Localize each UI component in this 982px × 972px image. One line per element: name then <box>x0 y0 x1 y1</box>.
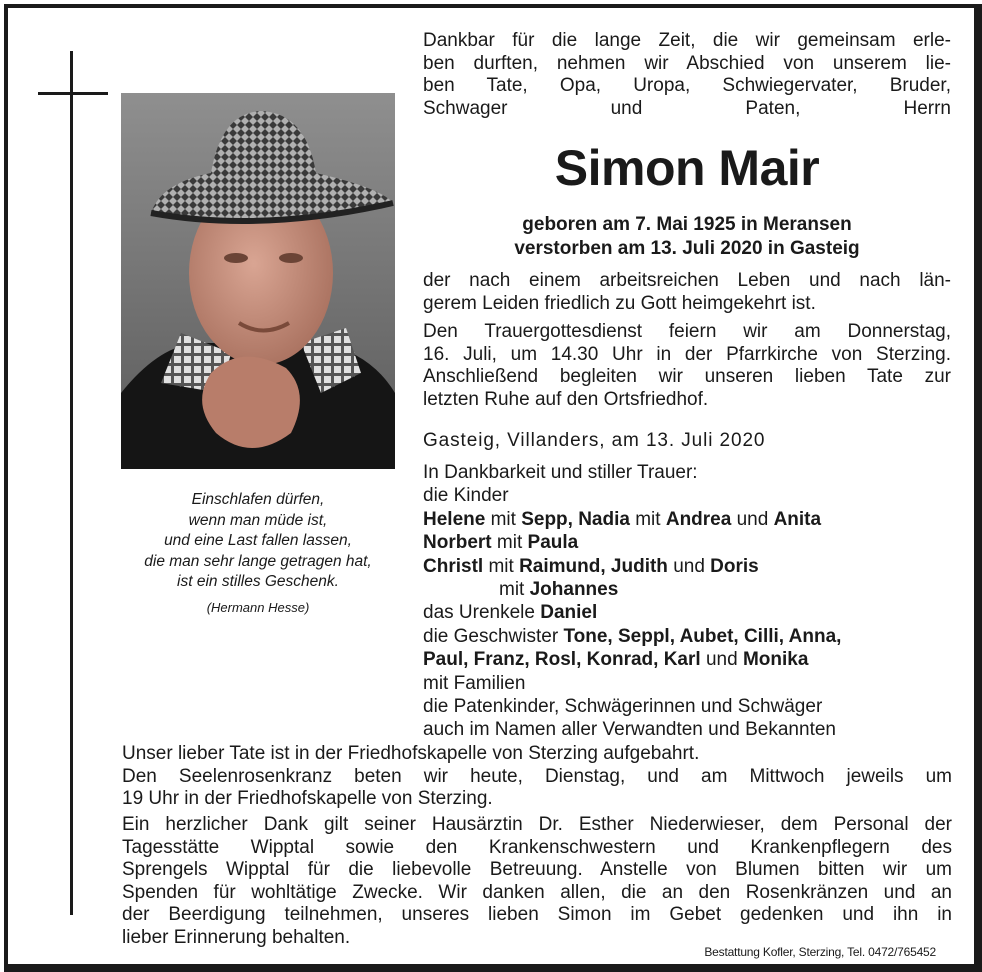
cross-icon-bar <box>38 92 108 95</box>
service-line: letzten Ruhe auf den Ortsfriedhof. <box>423 388 709 410</box>
birth-date: geboren am 7. Mai 1925 in Meransen <box>522 214 852 235</box>
children-row-1 <box>423 508 951 531</box>
siblings-names-1: Tone, Seppl, Aubet, Cilli, Anna, <box>563 625 842 647</box>
name-christl: Christl <box>423 555 484 577</box>
name-helene: Helene <box>423 508 486 530</box>
text-mit: mit <box>490 508 516 530</box>
laid-out-line: Unser lieber Tate ist in der Friedhofskapelle von Sterzing aufgebahrt. <box>122 743 700 764</box>
great-grandchild-label: das Urenkele <box>423 602 535 624</box>
laid-out-line: Den Seelenrosenkranz beten wir heute, Dienstag, und am Mittwoch jeweils um <box>122 765 952 787</box>
life-line: der nach einem arbeitsreichen Leben und nach län- <box>423 270 951 291</box>
poem-author: (Hermann Hesse) <box>206 600 310 615</box>
name-anita: Anita <box>773 508 822 530</box>
name-doris: Doris <box>710 555 759 577</box>
with-families: mit Familien <box>423 672 526 694</box>
name-sepp-nadia: Sepp, Nadia <box>521 508 630 530</box>
portrait-photo <box>121 93 395 469</box>
poem-line: ist ein stilles Geschenk. <box>177 573 339 590</box>
name-norbert: Norbert <box>423 532 492 554</box>
great-grandchild-row <box>423 601 951 624</box>
thanks-line: der Beerdigung teilnehmen, unseres lieben Simon im Gebet gedenken und ihn in <box>122 904 952 925</box>
siblings-row-1 <box>423 625 951 648</box>
poem-line: wenn man müde ist, <box>188 511 328 529</box>
life-text <box>423 270 951 315</box>
mourners-list <box>423 461 951 742</box>
intro-line: ben durften, nehmen wir Abschied von unserem lie- <box>423 52 951 74</box>
thanks-line: Spenden für wohltätige Zwecke. Wir danken allen, die an den Rosenkränzen und an <box>122 881 952 903</box>
funeral-home-footer: Bestattung Kofler, Sterzing, Tel. 0472/765452 <box>704 945 936 959</box>
name-daniel: Daniel <box>540 602 598 624</box>
text-und: und <box>673 555 705 577</box>
name-andrea: Andrea <box>665 508 732 530</box>
thanks-line: Sprengels Wipptal für die liebevolle Betreuung. Anstelle von Blumen bitten wir um <box>122 859 952 880</box>
cross-icon <box>70 51 73 915</box>
name-monika: Monika <box>742 649 809 671</box>
intro-line: ben Tate, Opa, Uropa, Schwiegervater, Bruder, <box>423 75 951 96</box>
poem <box>113 490 403 593</box>
thanks-text <box>122 814 952 949</box>
relatives-row: auch im Namen aller Verwandten und Bekannten <box>423 719 836 741</box>
children-row-2 <box>423 531 951 554</box>
intro-text <box>423 30 951 120</box>
children-row-4 <box>423 578 951 601</box>
poem-line: die man sehr lange getragen hat, <box>144 552 372 570</box>
service-line: 16. Juli, um 14.30 Uhr in der Pfarrkirche von Sterzing. <box>423 343 951 365</box>
children-label: die Kinder <box>423 485 509 507</box>
deceased-name: Simon Mair <box>554 140 820 196</box>
name-paula: Paula <box>527 532 579 554</box>
siblings-names-2: Paul, Franz, Rosl, Konrad, Karl <box>423 649 701 671</box>
name-johannes: Johannes <box>529 579 619 601</box>
text-mit: mit <box>488 555 514 577</box>
poem-line: und eine Last fallen lassen, <box>164 532 352 549</box>
life-line: gerem Leiden friedlich zu Gott heimgekehrt ist. <box>423 292 816 314</box>
siblings-label: die Geschwister <box>423 625 559 647</box>
text-mit: mit <box>496 532 523 554</box>
poem-line: Einschlafen dürfen, <box>191 491 325 508</box>
service-line: Anschließend begleiten wir unseren lieben Tate zur <box>423 366 951 387</box>
siblings-row-2 <box>423 648 951 671</box>
thanks-line: Ein herzlicher Dank gilt seiner Hausärztin Dr. Esther Niederwieser, dem Personal der <box>122 814 952 835</box>
life-dates <box>423 213 951 261</box>
text-und: und <box>705 649 738 671</box>
service-line: Den Trauergottesdienst feiern wir am Donnerstag, <box>423 321 951 342</box>
name-raimund-judith: Raimund, Judith <box>519 555 668 577</box>
text-mit: mit <box>499 579 525 601</box>
death-date: verstorben am 13. Juli 2020 in Gasteig <box>514 238 860 259</box>
godchildren-row: die Patenkinder, Schwägerinnen und Schwäger <box>423 696 823 718</box>
laid-out-text <box>122 743 952 811</box>
obituary-frame <box>4 4 982 972</box>
place-date: Gasteig, Villanders, am 13. Juli 2020 <box>423 430 766 451</box>
laid-out-line: 19 Uhr in der Friedhofskapelle von Sterzing. <box>122 788 493 809</box>
children-row-3 <box>423 555 951 578</box>
thanks-line: Tagesstätte Wipptal sowie den Krankenschwestern und Krankenpflegern des <box>122 836 952 858</box>
thanks-line: lieber Erinnerung behalten. <box>122 926 351 948</box>
service-text <box>423 321 951 411</box>
text-mit: mit <box>635 508 661 530</box>
text-und: und <box>736 508 769 530</box>
mourners-heading: In Dankbarkeit und stiller Trauer: <box>423 462 698 483</box>
intro-line: Dankbar für die lange Zeit, die wir gemeinsam erle- <box>423 30 951 51</box>
intro-line: Schwager und Paten, Herrn <box>423 97 951 119</box>
